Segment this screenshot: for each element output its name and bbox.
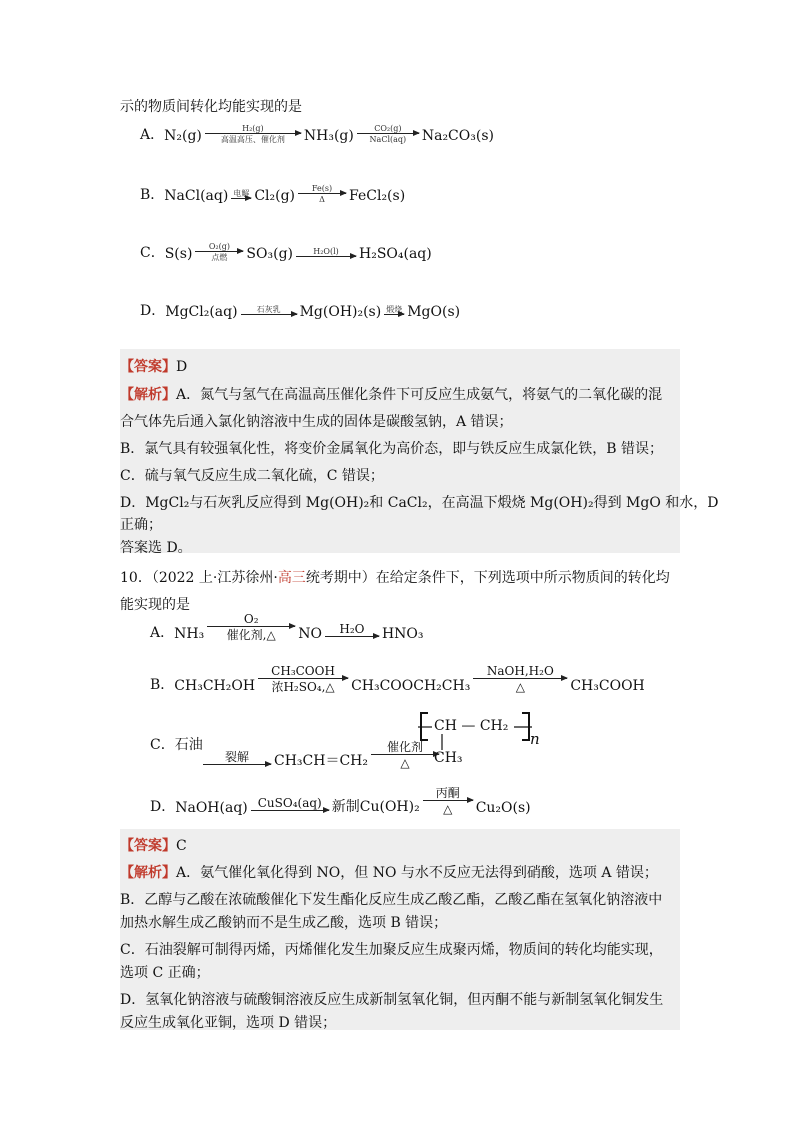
answer-tag: 【答案】 <box>120 359 176 375</box>
option-letter: A． <box>150 625 175 641</box>
q9-option-a <box>140 124 494 144</box>
reaction-arrow <box>258 664 348 694</box>
arrow-condition-bottom: 催化剂,△ <box>226 628 276 642</box>
reactant: MgCl₂(aq) <box>165 304 238 320</box>
polypropylene-structure <box>418 710 540 774</box>
reaction-arrow <box>231 189 251 204</box>
source-highlight: 高三 <box>277 570 306 586</box>
product: H₂SO₄(aq) <box>359 246 432 262</box>
q9-analysis-line: 合气体先后通入氯化钠溶液中生成的固体是碳酸氢钠，A 错误； <box>120 414 513 430</box>
arrow-condition-top: 石灰乳 <box>256 305 281 314</box>
reaction-arrow <box>298 184 346 204</box>
reaction-arrow <box>207 612 295 642</box>
arrow-condition-top: O₂ <box>243 612 259 626</box>
reactant: NH₃ <box>174 626 205 642</box>
q10-option-a <box>150 612 424 642</box>
arrow-condition-top: H₂(g) <box>242 124 264 133</box>
option-letter: C． <box>150 737 175 753</box>
intermediate: NO <box>298 626 322 642</box>
q10-option-c <box>150 734 203 754</box>
option-letter: A． <box>140 127 165 143</box>
arrow-condition-top: H₂O <box>339 622 365 636</box>
reaction-arrow <box>241 305 297 320</box>
intermediate: Mg(OH)₂(s) <box>299 304 382 320</box>
arrow-condition-top: Fe(s) <box>311 184 333 193</box>
polymer-degree: n <box>530 730 540 748</box>
intermediate: NH₃(g) <box>303 128 354 144</box>
arrow-condition-top: 丙酮 <box>435 786 460 800</box>
analysis-tag: 【解析】 <box>120 865 176 881</box>
polymer-side-group: CH₃ <box>434 750 463 766</box>
polymer-backbone: CH — CH₂ <box>434 718 509 734</box>
reaction-arrow <box>423 786 473 816</box>
arrow-condition-top: CH₃COOH <box>271 664 335 678</box>
arrow-condition-bottom: △ <box>443 802 453 816</box>
arrow-condition-bottom: 浓H₂SO₄,△ <box>271 680 335 694</box>
arrow-condition-bottom: 点燃 <box>211 253 228 262</box>
reaction-arrow <box>384 305 404 320</box>
q10-analysis-line: D．氢氧化钠溶液与硫酸铜溶液反应生成新制氢氧化铜，但丙酮不能与新制氢氧化铜发生 <box>120 992 664 1008</box>
product: FeCl₂(s) <box>349 188 406 204</box>
option-letter: B． <box>140 187 165 203</box>
q10-option-c-chain <box>200 740 442 770</box>
reaction-arrow <box>296 247 356 262</box>
reaction-arrow <box>203 750 271 770</box>
product: HNO₃ <box>381 626 424 642</box>
arrow-condition-top: 煅烧 <box>386 305 403 314</box>
option-letter: C． <box>140 245 165 261</box>
q9-analysis-line: B．氯气具有较强氧化性，将变价金属氧化为高价态，即与铁反应生成氯化铁，B 错误； <box>120 441 664 457</box>
reaction-arrow <box>195 242 243 262</box>
q10-analysis-line: 【解析】A．氨气催化氧化得到 NO，但 NO 与水不反应无法得到硝酸，选项 A 错误； <box>120 865 658 881</box>
arrow-condition-top: 催化剂 <box>386 740 423 754</box>
q10-option-d <box>150 786 531 816</box>
option-letter: B． <box>150 677 175 693</box>
arrow-condition-top: CuSO₄(aq) <box>257 796 322 810</box>
reactant: N₂(g) <box>164 128 202 144</box>
intermediate: 新制Cu(OH)₂ <box>331 799 420 815</box>
arrow-condition-bottom: NaCl(aq) <box>369 135 407 144</box>
reaction-arrow <box>205 124 301 144</box>
reaction-arrow <box>473 664 567 694</box>
reactant: NaCl(aq) <box>164 188 229 204</box>
product: Na₂CO₃(s) <box>421 128 494 144</box>
q10-stem-line2: 能实现的是 <box>120 597 190 613</box>
reaction-arrow <box>325 622 379 642</box>
intermediate: CH₃COOCH₂CH₃ <box>351 678 471 694</box>
answer-value: C <box>176 838 187 854</box>
q9-stem-tail: 示的物质间转化均能实现的是 <box>120 99 302 115</box>
q9-analysis-line: D．MgCl₂与石灰乳反应得到 Mg(OH)₂和 CaCl₂，在高温下煅烧 Mg(OH)₂得到 MgO 和水，D <box>120 495 719 511</box>
q10-analysis-line: 反应生成氧化亚铜，选项 D 错误； <box>120 1015 337 1031</box>
arrow-condition-top: 裂解 <box>224 750 249 764</box>
intermediate: CH₃CH＝CH₂ <box>274 753 368 769</box>
q10-analysis-line: B．乙醇与乙酸在浓硫酸催化下发生酯化反应生成乙酸乙酯，乙酸乙酯在氢氧化钠溶液中 <box>120 892 663 908</box>
q9-analysis-line: 答案选 D。 <box>120 540 192 556</box>
reaction-arrow <box>251 796 329 816</box>
reactant: NaOH(aq) <box>175 800 248 816</box>
q9-option-c <box>140 242 432 262</box>
analysis-tag: 【解析】 <box>120 387 176 403</box>
intermediate: SO₃(g) <box>246 246 293 262</box>
q10-answer <box>120 835 187 855</box>
arrow-condition-bottom: △ <box>515 680 525 694</box>
arrow-condition-bottom: △ <box>400 756 410 770</box>
q10-analysis-line: 加热水解生成乙酸钠而不是生成乙酸，选项 B 错误； <box>120 915 448 931</box>
q9-option-b <box>140 184 405 204</box>
arrow-condition-bottom: 高温高压、催化剂 <box>220 135 285 144</box>
product: MgO(s) <box>407 304 461 320</box>
answer-value: D <box>176 359 188 375</box>
arrow-condition-top: O₂(g) <box>208 242 230 251</box>
product: Cu₂O(s) <box>475 800 531 816</box>
option-letter: D． <box>140 303 166 319</box>
q9-option-d <box>140 300 460 320</box>
reactant: CH₃CH₂OH <box>174 678 256 694</box>
reaction-arrow <box>357 124 419 144</box>
arrow-condition-top: CO₂(g) <box>374 124 402 133</box>
q10-analysis-line: C．石油裂解可制得丙烯，丙烯催化发生加聚反应生成聚丙烯，物质间的转化均能实现， <box>120 942 663 958</box>
intermediate: Cl₂(g) <box>254 188 296 204</box>
arrow-condition-top: 电解 <box>233 189 250 198</box>
q9-analysis-line: 【解析】A．氮气与氢气在高温高压催化条件下可反应生成氨气，将氨气的二氧化碳的混 <box>120 387 663 403</box>
q10-stem: 10．（2022 上·江苏徐州·高三统考期中）在给定条件下，下列选项中所示物质间的转化均 <box>120 570 670 586</box>
arrow-condition-top: H₂O(l) <box>313 247 339 256</box>
arrow-condition-bottom: Δ <box>319 195 325 204</box>
q10-option-b <box>150 664 645 694</box>
q10-analysis-line: 选项 C 正确； <box>120 965 210 981</box>
reactant: S(s) <box>164 246 193 262</box>
q9-analysis-line: 正确； <box>120 517 162 533</box>
q9-analysis-line: C．硫与氧气反应生成二氧化硫，C 错误； <box>120 468 384 484</box>
reactant: 石油 <box>174 737 203 753</box>
answer-tag: 【答案】 <box>120 838 176 854</box>
product: CH₃COOH <box>570 678 645 694</box>
option-letter: D． <box>150 799 176 815</box>
q9-answer <box>120 356 187 376</box>
arrow-condition-top: NaOH,H₂O <box>486 664 554 678</box>
